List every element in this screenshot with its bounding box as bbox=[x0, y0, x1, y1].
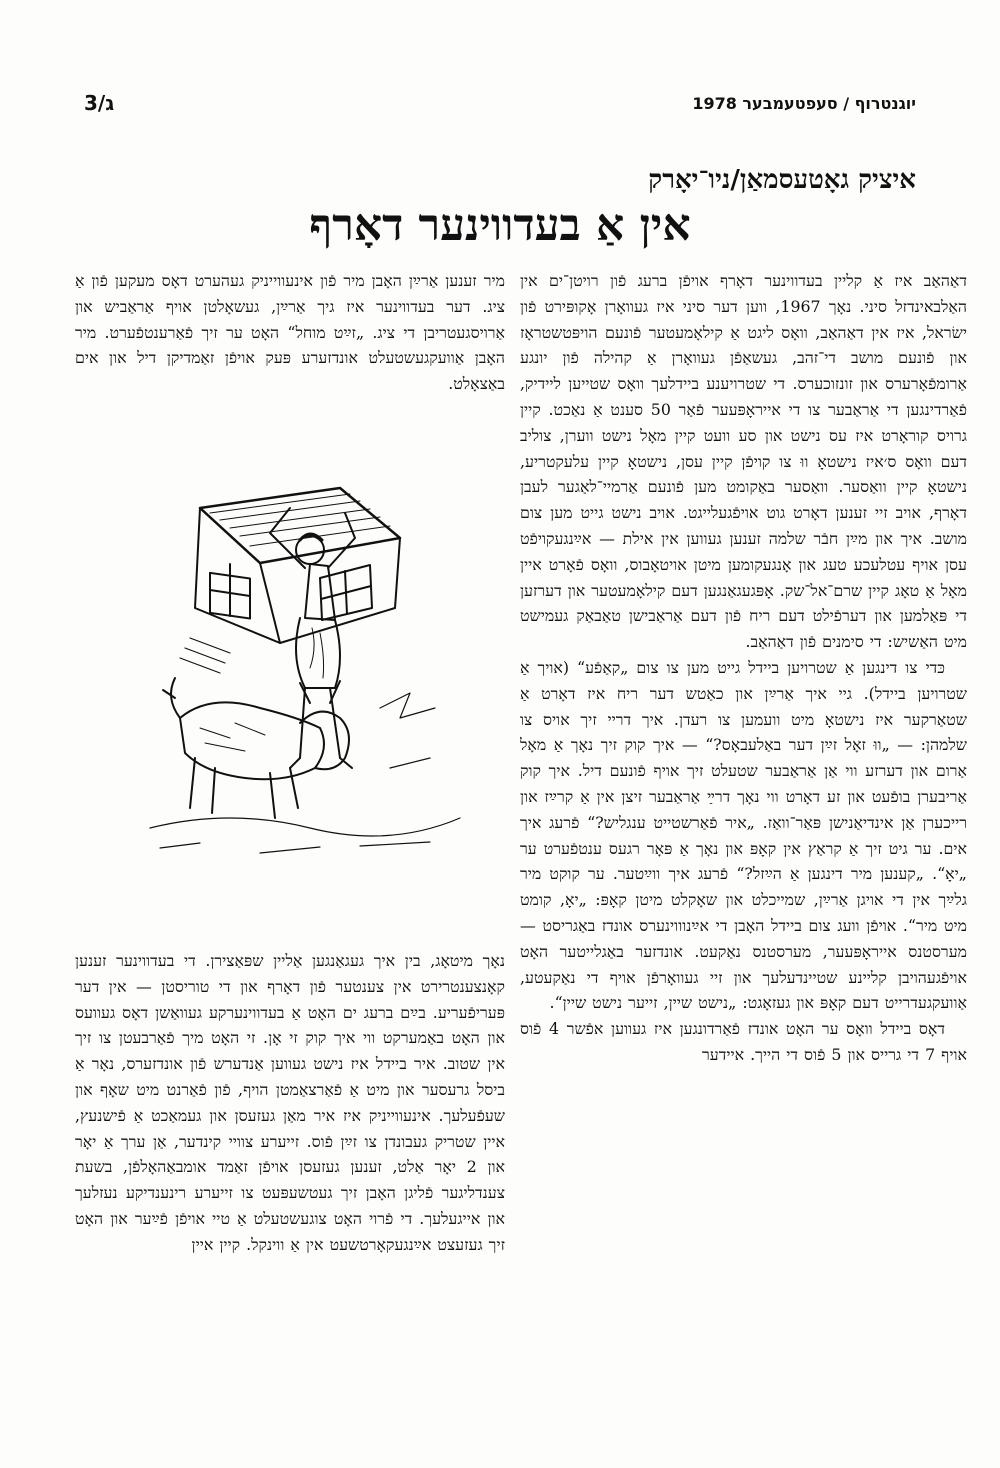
right-column bbox=[520, 268, 967, 1358]
paragraph: נאָך מיטאָג, בין איך געגאַנגען אַליין שפּאַצירן. די בעדווינער זענען קאָנצענטרירט אין צענטער פֿון דאָרף און די טוריסטן — אין דער פּעריפֿעריע. בײַם ברעג ים האָט אַ בעדווינערקע געוואַשן דאָס געוועס און האָט באַמערקט ווי איך קוק זי אָן. זי האָט מיך פֿאַרבעטן צו זיך אין שטוב. איר ביידל איז נישט געווען אַנדערש פֿון אונדזערס, נאָר אַ ביסל גרעסער און מיט אַ פֿאַרצאַמטן הויף, פֿון פֿאַרנט מיט שאָף און שעפֿעלעך. אינעווייניק איז איר מאַן געזעסן און געמאַכט אַ פֿישנעץ, איין שטריק געבונדן צו זײַן פֿוס. זייערע צוויי קינדער, אַן ערך אַ יאָר און 2 יאָר אַלט, זענען געזעסן אויפֿן זאַמד אומבאַהאָלפֿן, בשעת צענדליגער פֿליגן האָבן זיך געטשעפּעט צו זייערע רינענדיקע נעזלעך און אייגעלעך. די פֿרוי האָט צוגעשטעלט אַ טיי אויפֿן פֿײַער און האָט זיך געזעצט אײַנגעקאָרטשעט אין אַ ווינקל. קיין איין bbox=[75, 951, 505, 1254]
article-title: אין אַ בעדווינער דאָרף bbox=[309, 200, 691, 251]
boy-drawing bbox=[270, 508, 355, 768]
house-drawing bbox=[180, 488, 400, 673]
paragraph: מיר זענען אַרײַן האָבן מיר פֿון אינעווייניק געהערט דאָס מעקען פֿון אַ ציג. דער בעדווינער איז גיך אַרײַן, געשאָלטן אויף אַראַביש און אַרויסגעטריבן די ציג. „זײַט מוחל“ האָט ער זיך פֿאַרענטפֿערט. מיר האָבן אַוועקגעשטעלט אונדזערע פּעק אויפֿן זאַמדיקן דיל און אים באַצאָלט. bbox=[75, 271, 505, 394]
paragraph: כּדי צו דינגען אַ שטרויען ביידל גייט מען צו צום „קאַפֿע“ (אויך אַ שטרויען ביידל). גיי איך אַרײַן און כאַטש דער ריח איז דאָרט אַ שטאַרקער איז נישטאָ מיט וועמען צו רעדן. איך דריי זיך אויס צו שלמהן: — „ווּ זאָל זײַן דער באַלעבאָס?“ — איך קוק זיך נאָך אַ מאָל אַרום און דערזע ווי אַן אַראַבער שטעלט זיך אויף פֿונעם דיל. איך קוק אַריבערן בופֿעט און זע דאָרט ווי נאָך דרײַ אַראַבער זיצן אין אַ קרײַז און רייכערן אַן אינדיאַנישן פּאַר־וואַז. „איר פֿאַרשטייט ענגליש?“ פֿרעג איך אים. ער גיט זיך אַ קראַץ אין קאָפּ און נאָך אַ פּאָר רגעס ענטפֿערט ער „יאָ“. „קענען מיר דינגען אַ הײַזל?“ פֿרעג איך ווײַטער. ער קוקט מיר גלײַך אין די אויגן אַרײַן, שמייכלט און שאָקלט מיטן קאָפּ: „יאָ, קומט מיט מיר“. אויפֿן וועג צום ביידל האָבן די אײַנוווינערס אונדז באַגריסט — מערסטנס אייראָפּעער, מערסטנס נאַקעט. אונדזער באַגלייטער האָט אויפֿגעהויבן קליינע שטיינדעלעך און זיי געוואָרפֿן אויף די נאַקעטע, אַוועקגעדרייט דעם קאָפּ און געזאָגט: „נישט שיין, זייער נישט שיין“. bbox=[520, 657, 967, 1013]
article-author: איציק גאָטעסמאַן/ניו־יאָרק bbox=[648, 165, 916, 195]
left-column-top bbox=[75, 268, 505, 418]
left-column-bottom bbox=[75, 948, 505, 1358]
illustration-house-boy-goat bbox=[140, 468, 470, 908]
goat-drawing bbox=[163, 678, 349, 818]
paragraph: דאַהאַב איז אַ קליין בעדווינער דאָרף אויפֿן ברעג פֿון רויטן־ים אין האַלבאינדזל סיני. נאָך 1967, ווען דער סיני איז געוואָרן אָקופּירט פֿון ישׂראל, איז אין דאַהאַב, וואָס ליגט אַ קילאָמעטער פֿונעם הויפּטשטראָז און פֿונעם מושב די־זהב, געשאַפֿן געוואָרן אַ קהילה פֿון יונגע אַרומפֿאָרערס און זונזוכערס. די שטרויענע ביידלעך וואָס שטייען ליידיק, פֿאַרדינגען די אַראַבער צו די אייראָפּעער פֿאַר 50 סענט אַ נאַכט. קיין גרויס קוראָרט איז עס נישט און סע וועט קיין מאָל נישט ווערן, צוליב דעם וואָס ס׳איז נישטאָ ווּ צו קויפֿן קיין עסן, נישטאָ קיין עלעקטריע, נישטאָ קיין וואַסער. וואַסער באַקומט מען פֿונעם אַרמיי־לאַגער לעבן דאָרף, אויב זיי זענען דאָרט גוט אויפֿגעלייגט. אויב נישט גייט מען צום מושב. איך און מײַן חבֿר שלמה זענען געווען אין אילת — אײַנגעקויפֿט עסן אויף עטלעכע טעג און אָנגעקומען מיטן אויטאָבוס, וואָס פֿאָרט איין מאָל אַ טאָג קיין שרם־אל־שק. אָפּגעגאַנגען דעם קילאָמעטער און דערזען די פּאַלמען און דערפֿילט דעם ריח פֿון דעם אַראַבישן טאַבאַק געמישט מיט האַשיש: די סימנים פֿון דאַהאַב. bbox=[520, 271, 967, 652]
paragraph: דאָס ביידל וואָס ער האָט אונדז פֿאַרדונגען איז געווען אפֿשר 4 פֿוס אויף 7 די גרייס און 5 פֿוס די הייך. איידער bbox=[520, 1019, 967, 1064]
running-title: יוגנטרוף / סעפטעמבער 1978 bbox=[692, 94, 916, 113]
page-number: ג/3 bbox=[84, 91, 115, 115]
